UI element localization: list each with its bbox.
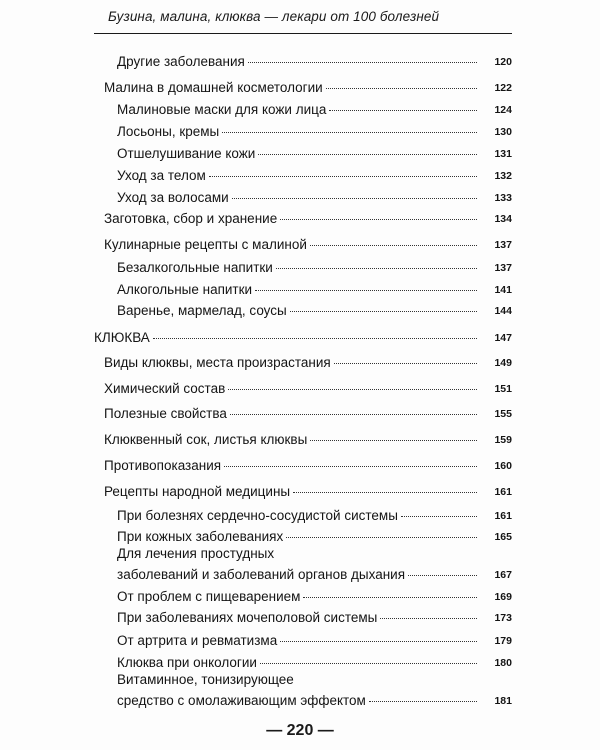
toc-entry-page: 147 [494, 332, 512, 344]
toc-entry-page: 180 [494, 657, 512, 669]
toc-entry-title: Алкогольные напитки [117, 282, 253, 297]
dot-leader [303, 597, 477, 598]
toc-entry-page: 181 [494, 695, 512, 707]
toc-entry [0, 655, 600, 677]
toc-entry-line [104, 484, 480, 499]
dot-leader [276, 268, 477, 269]
toc-entry-line [117, 589, 480, 604]
dot-leader [258, 154, 477, 155]
toc-entry-title: заболеваний и заболеваний органов дыхания [117, 567, 406, 582]
toc-entry-title: средство с омолаживающим эффектом [117, 693, 366, 708]
toc-entry-title: Малиновые маски для кожи лица [117, 102, 327, 117]
toc-entry-title: КЛЮКВА [94, 330, 150, 345]
toc-entry [0, 80, 600, 102]
toc-entry-page: 124 [494, 104, 512, 116]
toc-entry-page: 141 [494, 284, 512, 296]
toc-entry-line [104, 355, 480, 370]
dot-leader [401, 516, 477, 517]
dot-leader [209, 176, 477, 177]
toc-entry [0, 330, 600, 352]
dot-leader [326, 88, 477, 89]
toc-entry-title: Уход за телом [117, 168, 206, 183]
toc-entry-title: Безалкогольные напитки [117, 260, 273, 275]
dot-leader [280, 641, 477, 642]
toc-entry-title: Химический состав [104, 381, 226, 396]
toc-entry-page: 137 [494, 262, 512, 274]
toc-entry-title: Кулинарные рецепты с малиной [104, 237, 307, 252]
toc-entry [0, 633, 600, 655]
toc-entry-page: 134 [494, 213, 512, 225]
toc-entry [0, 672, 600, 715]
dot-leader [224, 466, 477, 467]
toc-entry [0, 406, 600, 428]
dot-leader [369, 701, 477, 702]
toc-entry-title: Малина в домашней косметологии [104, 80, 323, 95]
toc-entry-title: При кожных заболеваниях [117, 529, 284, 544]
toc-entry-page: 133 [494, 192, 512, 204]
toc-entry-line [104, 406, 480, 421]
toc-entry-title: Варенье, мармелад, соусы [117, 303, 287, 318]
toc-entry-line [117, 102, 480, 117]
page-number: — 220 — [266, 722, 334, 739]
toc-entry-page: 155 [494, 408, 512, 420]
toc-entry-line [117, 282, 480, 297]
toc-entry-page: 130 [494, 126, 512, 138]
dot-leader [380, 618, 477, 619]
toc-entry-line [117, 633, 480, 648]
toc-entry [0, 458, 600, 480]
dot-leader [230, 414, 477, 415]
toc-entry-line [117, 610, 480, 625]
toc-entry-page: 151 [494, 383, 512, 395]
dot-leader [286, 537, 477, 538]
toc-entry-page: 159 [494, 434, 512, 446]
toc-entry-line [117, 54, 480, 69]
toc-entry-title: Клюквенный сок, листья клюквы [104, 432, 308, 447]
toc-entry-page: 149 [494, 357, 512, 369]
toc-entry [0, 211, 600, 233]
toc-entry-page: 165 [494, 531, 512, 543]
toc-entry-title: Полезные свойства [104, 406, 227, 421]
toc-entry-line [117, 508, 480, 523]
toc-entry-title: Отшелушивание кожи [117, 146, 256, 161]
toc-entry-line [117, 124, 480, 139]
toc-entry-title: Противопоказания [104, 458, 222, 473]
dot-leader [280, 219, 477, 220]
toc-entry [0, 237, 600, 259]
toc-entry [0, 381, 600, 403]
toc-entry-title: Заготовка, сбор и хранение [104, 211, 278, 226]
toc-entry-line [104, 237, 480, 252]
toc-entry [0, 146, 600, 168]
toc-entry [0, 260, 600, 282]
toc-entry-title: Рецепты народной медицины [104, 484, 291, 499]
toc-entry-page: 120 [494, 56, 512, 68]
toc-entry-line [117, 168, 480, 183]
toc-entry [0, 610, 600, 632]
toc-entry [0, 102, 600, 124]
toc-entry-line [104, 381, 480, 396]
toc-entry-line [104, 211, 480, 226]
toc-entry-page: 169 [494, 591, 512, 603]
toc-entry-title: От артрита и ревматизма [117, 633, 278, 648]
toc-entry [0, 303, 600, 325]
toc-entry-page: 167 [494, 569, 512, 581]
toc-entry-page: 144 [494, 305, 512, 317]
toc-entry-title: При заболеваниях мочеполовой системы [117, 610, 378, 625]
toc-entry-page: 131 [494, 148, 512, 160]
dot-leader [310, 440, 477, 441]
toc-entry [0, 355, 600, 377]
dot-leader [408, 575, 477, 576]
dot-leader [290, 311, 477, 312]
toc-entry-line [104, 432, 480, 447]
toc-entry-page: 160 [494, 460, 512, 472]
toc-entry-title: Клюква при онкологии [117, 655, 257, 670]
toc-entry-title: Виды клюквы, места произрастания [104, 355, 331, 370]
toc-entry-title: При болезнях сердечно-сосудистой системы [117, 508, 398, 523]
toc-entry [0, 168, 600, 190]
toc-entry-title: Лосьоны, кремы [117, 124, 220, 139]
toc-entry-line [117, 567, 480, 582]
dot-leader [222, 132, 477, 133]
toc-entry-title: От проблем с пищеварением [117, 589, 301, 604]
toc-entry-title: Другие заболевания [117, 54, 245, 69]
toc-entry-title: Уход за волосами [117, 190, 229, 205]
toc-entry [0, 432, 600, 454]
dot-leader [260, 663, 477, 664]
toc-entry [0, 484, 600, 506]
toc-entry-line [117, 146, 480, 161]
toc-entry-line [104, 458, 480, 473]
toc-entry-page: 179 [494, 635, 512, 647]
dot-leader [153, 338, 477, 339]
toc-entry-line [104, 80, 480, 95]
toc-entry-line [117, 260, 480, 275]
dot-leader [329, 110, 477, 111]
toc-entry-line [117, 655, 480, 670]
toc-entry-page: 161 [494, 510, 512, 522]
toc-entry [0, 589, 600, 611]
toc-entry-line [94, 330, 480, 345]
dot-leader [255, 290, 477, 291]
toc-entry-title-first-line: Витаминное, тонизирующее [117, 672, 294, 687]
toc-entry-line [117, 303, 480, 318]
toc-entry [0, 54, 600, 76]
toc-entry-line [117, 190, 480, 205]
toc-entry-page: 173 [494, 612, 512, 624]
toc-entry [0, 546, 600, 589]
dot-leader [310, 245, 477, 246]
toc-entry-page: 137 [494, 239, 512, 251]
dot-leader [232, 198, 477, 199]
toc-entry-title-first-line: Для лечения простудных [117, 546, 275, 561]
dot-leader [334, 363, 477, 364]
toc-entry-page: 122 [494, 82, 512, 94]
toc-entry-page: 132 [494, 170, 512, 182]
toc-entry [0, 529, 600, 551]
toc-entry-line [117, 529, 480, 544]
dot-leader [228, 389, 477, 390]
running-head: Бузина, малина, клюква — лекари от 100 болезней [108, 9, 440, 24]
toc-entry-page: 161 [494, 486, 512, 498]
toc-entry-line [117, 693, 480, 708]
toc-entry [0, 190, 600, 212]
dot-leader [248, 62, 477, 63]
toc-entry [0, 124, 600, 146]
toc-entry [0, 508, 600, 530]
toc-entry [0, 282, 600, 304]
dot-leader [293, 492, 477, 493]
